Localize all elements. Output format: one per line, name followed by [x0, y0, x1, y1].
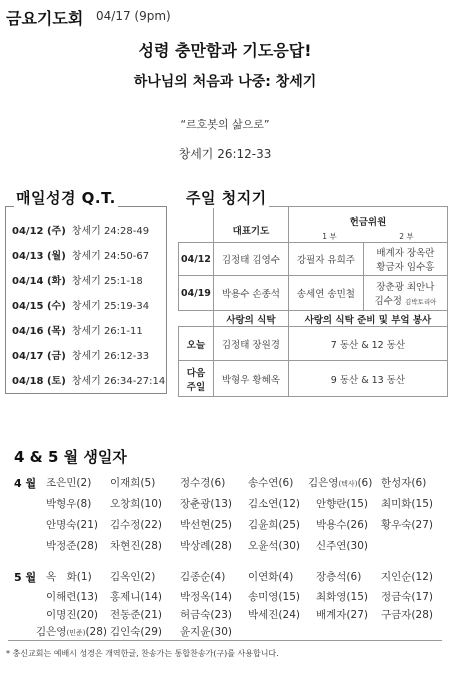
april-label: 4 월: [14, 477, 37, 490]
birthday-entry: 차현진(28): [110, 540, 162, 552]
birthday-entry: 박상례(28): [180, 540, 232, 552]
birthday-entry: 조은민(2): [46, 477, 92, 489]
qt-title: 매일성경 Q.T.: [16, 189, 116, 207]
love-prep-header: 사랑의 식탁 준비 및 부엌 봉사: [288, 311, 447, 327]
birthday-entry: 박용수(26): [316, 519, 368, 531]
birthday-title: 4 & 5 월 생일자: [14, 448, 127, 466]
qt-verse: 창세기 25:1-18: [71, 276, 143, 287]
birthday-entry: 박세진(24): [248, 609, 300, 621]
birthday-entry: 김종순(4): [180, 571, 226, 583]
birthday-entry: 김소연(12): [248, 498, 300, 510]
qt-verse: 창세기 24:50-67: [71, 251, 150, 262]
birthday-entry: 안명숙(21): [46, 519, 98, 531]
qt-verse: 창세기 26:1-11: [71, 326, 143, 337]
birthday-entry: 박형우(8): [46, 498, 92, 510]
birthday-entry: 송미영(15): [248, 591, 300, 603]
qt-verse: 창세기 26:12-33: [71, 351, 150, 362]
birthday-entry: 송수연(6): [248, 477, 294, 489]
next-label-line: 주일: [186, 381, 206, 393]
birthday-entry: 배계자(27): [316, 609, 368, 621]
sermon-quote: “르호봇의 삶으로”: [180, 118, 270, 131]
qt-day: 04/16 (목): [12, 326, 66, 337]
birthday-entry: 전동준(21): [110, 609, 162, 621]
qt-box: [5, 206, 167, 394]
row-date: 04/19: [179, 276, 214, 311]
sermon-verse: 창세기 26:12-33: [178, 147, 272, 161]
birthday-day: (6): [357, 477, 373, 489]
qt-item: [12, 222, 149, 237]
row-part1: 강필자 유희주: [288, 243, 363, 276]
qt-item: [12, 297, 149, 312]
birthday-note: (텍사): [338, 480, 358, 488]
row-part1: 송세연 송민철: [288, 276, 363, 311]
birthday-entry: 박선현(25): [180, 519, 232, 531]
birthday-entry: 구금자(28): [381, 609, 433, 621]
footnote: * 충신교회는 예배시 성경은 개역한글, 찬송가는 통합찬송가(구)를 사용합니다.: [6, 649, 279, 658]
may-label: 5 월: [14, 571, 37, 584]
qt-verse: 창세기 24:28-49: [71, 226, 150, 237]
birthday-name: 김은영: [36, 626, 67, 638]
sunday-title: 주일 청지기: [186, 189, 267, 207]
today-prep: 7 동산 & 12 동산: [288, 327, 447, 361]
birthday-entry: 허금숙(23): [180, 609, 232, 621]
birthday-entry: 최화영(15): [316, 591, 368, 603]
footer-divider: [8, 640, 442, 641]
sermon-subtitle: 하나님의 처음과 나중: 창세기: [133, 74, 317, 90]
qt-day: 04/13 (월): [12, 251, 66, 262]
row-prayer: 박용수 손종석: [213, 276, 288, 311]
qt-day: 04/14 (화): [12, 276, 66, 287]
offering-header: 헌금위원: [349, 217, 387, 228]
table-blank: [179, 311, 214, 327]
birthday-entry: 오윤석(30): [248, 540, 300, 552]
table-row: [179, 361, 448, 397]
table-corner: [179, 207, 214, 243]
row-part2: [363, 243, 447, 276]
row-prayer: 김정태 김영수: [213, 243, 288, 276]
qt-item: [12, 322, 143, 337]
birthday-entry: 이해련(13): [46, 591, 98, 603]
offering-header-cell: [288, 207, 447, 243]
qt-item: [12, 247, 149, 262]
sunday-table: [178, 206, 448, 397]
today-names: 김정태 장원경: [213, 327, 288, 361]
birthday-entry: 오창희(10): [110, 498, 162, 510]
birthday-note: (민준): [66, 629, 86, 637]
birthday-entry: 장춘광(13): [180, 498, 232, 510]
birthday-entry: 장층석(6): [316, 571, 362, 583]
row-part2-note: 김박토리아: [405, 298, 437, 306]
row-part2-line: 장춘광 최안나: [376, 282, 435, 293]
birthday-day: (28): [85, 626, 107, 638]
birthday-entry: 최미화(15): [381, 498, 433, 510]
table-row: [179, 276, 448, 311]
table-row: [179, 327, 448, 361]
next-label-line: 다음: [186, 367, 206, 379]
row-part2-name: 김수정: [374, 296, 402, 307]
row-date: 04/12: [179, 243, 214, 276]
birthday-entry: [36, 624, 107, 639]
next-names: 박형우 황혜옥: [213, 361, 288, 397]
birthday-entry: 홍제니(14): [110, 591, 162, 603]
birthday-entry: 박정준(28): [46, 540, 98, 552]
today-label: 오늘: [179, 327, 214, 361]
birthday-entry: 김수정(22): [110, 519, 162, 531]
birthday-entry: 김옥인(2): [110, 571, 156, 583]
birthday-entry: [308, 475, 372, 490]
offering-parts: [291, 231, 445, 242]
sermon-title: 성령 충만함과 기도응답!: [138, 41, 312, 60]
part1-label: 1 부: [322, 232, 337, 241]
next-sunday-label: [179, 361, 214, 397]
table-row: [179, 243, 448, 276]
row-part2-line: 황금자 임수홍: [376, 262, 435, 273]
birthday-entry: 이명진(20): [46, 609, 98, 621]
next-prep: 9 동산 & 13 동산: [288, 361, 447, 397]
qt-verse: 창세기 25:19-34: [71, 301, 150, 312]
part2-label: 2 부: [399, 232, 414, 241]
birthday-entry: 한성자(6): [381, 477, 427, 489]
birthday-entry: 김인숙(29): [110, 626, 162, 638]
qt-day: 04/15 (수): [12, 301, 66, 312]
prayer-header: 대표기도: [213, 207, 288, 243]
birthday-entry: 정수경(6): [180, 477, 226, 489]
birthday-entry: 김윤희(25): [248, 519, 300, 531]
qt-item: [12, 347, 149, 362]
love-table-header: 사랑의 식탁: [213, 311, 288, 327]
birthday-entry: 이재희(5): [110, 477, 156, 489]
row-part2-line: 배계자 장옥란: [376, 248, 435, 259]
birthday-entry: 황우숙(27): [381, 519, 433, 531]
qt-day: 04/17 (금): [12, 351, 66, 362]
birthday-entry: 이연화(4): [248, 571, 294, 583]
qt-item: [12, 372, 165, 387]
qt-verse: 창세기 26:34-27:14: [71, 376, 166, 387]
birthday-name: 김은영: [308, 477, 339, 489]
birthday-entry: 안향란(15): [316, 498, 368, 510]
birthday-entry: 정금숙(17): [381, 591, 433, 603]
row-part2: [363, 276, 447, 311]
birthday-entry: 신주연(30): [316, 540, 368, 552]
qt-day: 04/12 (주): [12, 226, 66, 237]
qt-day: 04/18 (토): [12, 376, 66, 387]
page-title: 금요기도회: [6, 9, 84, 28]
row-part2-line: [366, 293, 445, 307]
birthday-entry: 윤지윤(30): [180, 626, 232, 638]
birthday-entry: 지인순(12): [381, 571, 433, 583]
birthday-entry: 옥 화(1): [46, 571, 92, 583]
service-date: 04/17 (9pm): [96, 9, 171, 23]
qt-item: [12, 272, 143, 287]
birthday-entry: 박정옥(14): [180, 591, 232, 603]
